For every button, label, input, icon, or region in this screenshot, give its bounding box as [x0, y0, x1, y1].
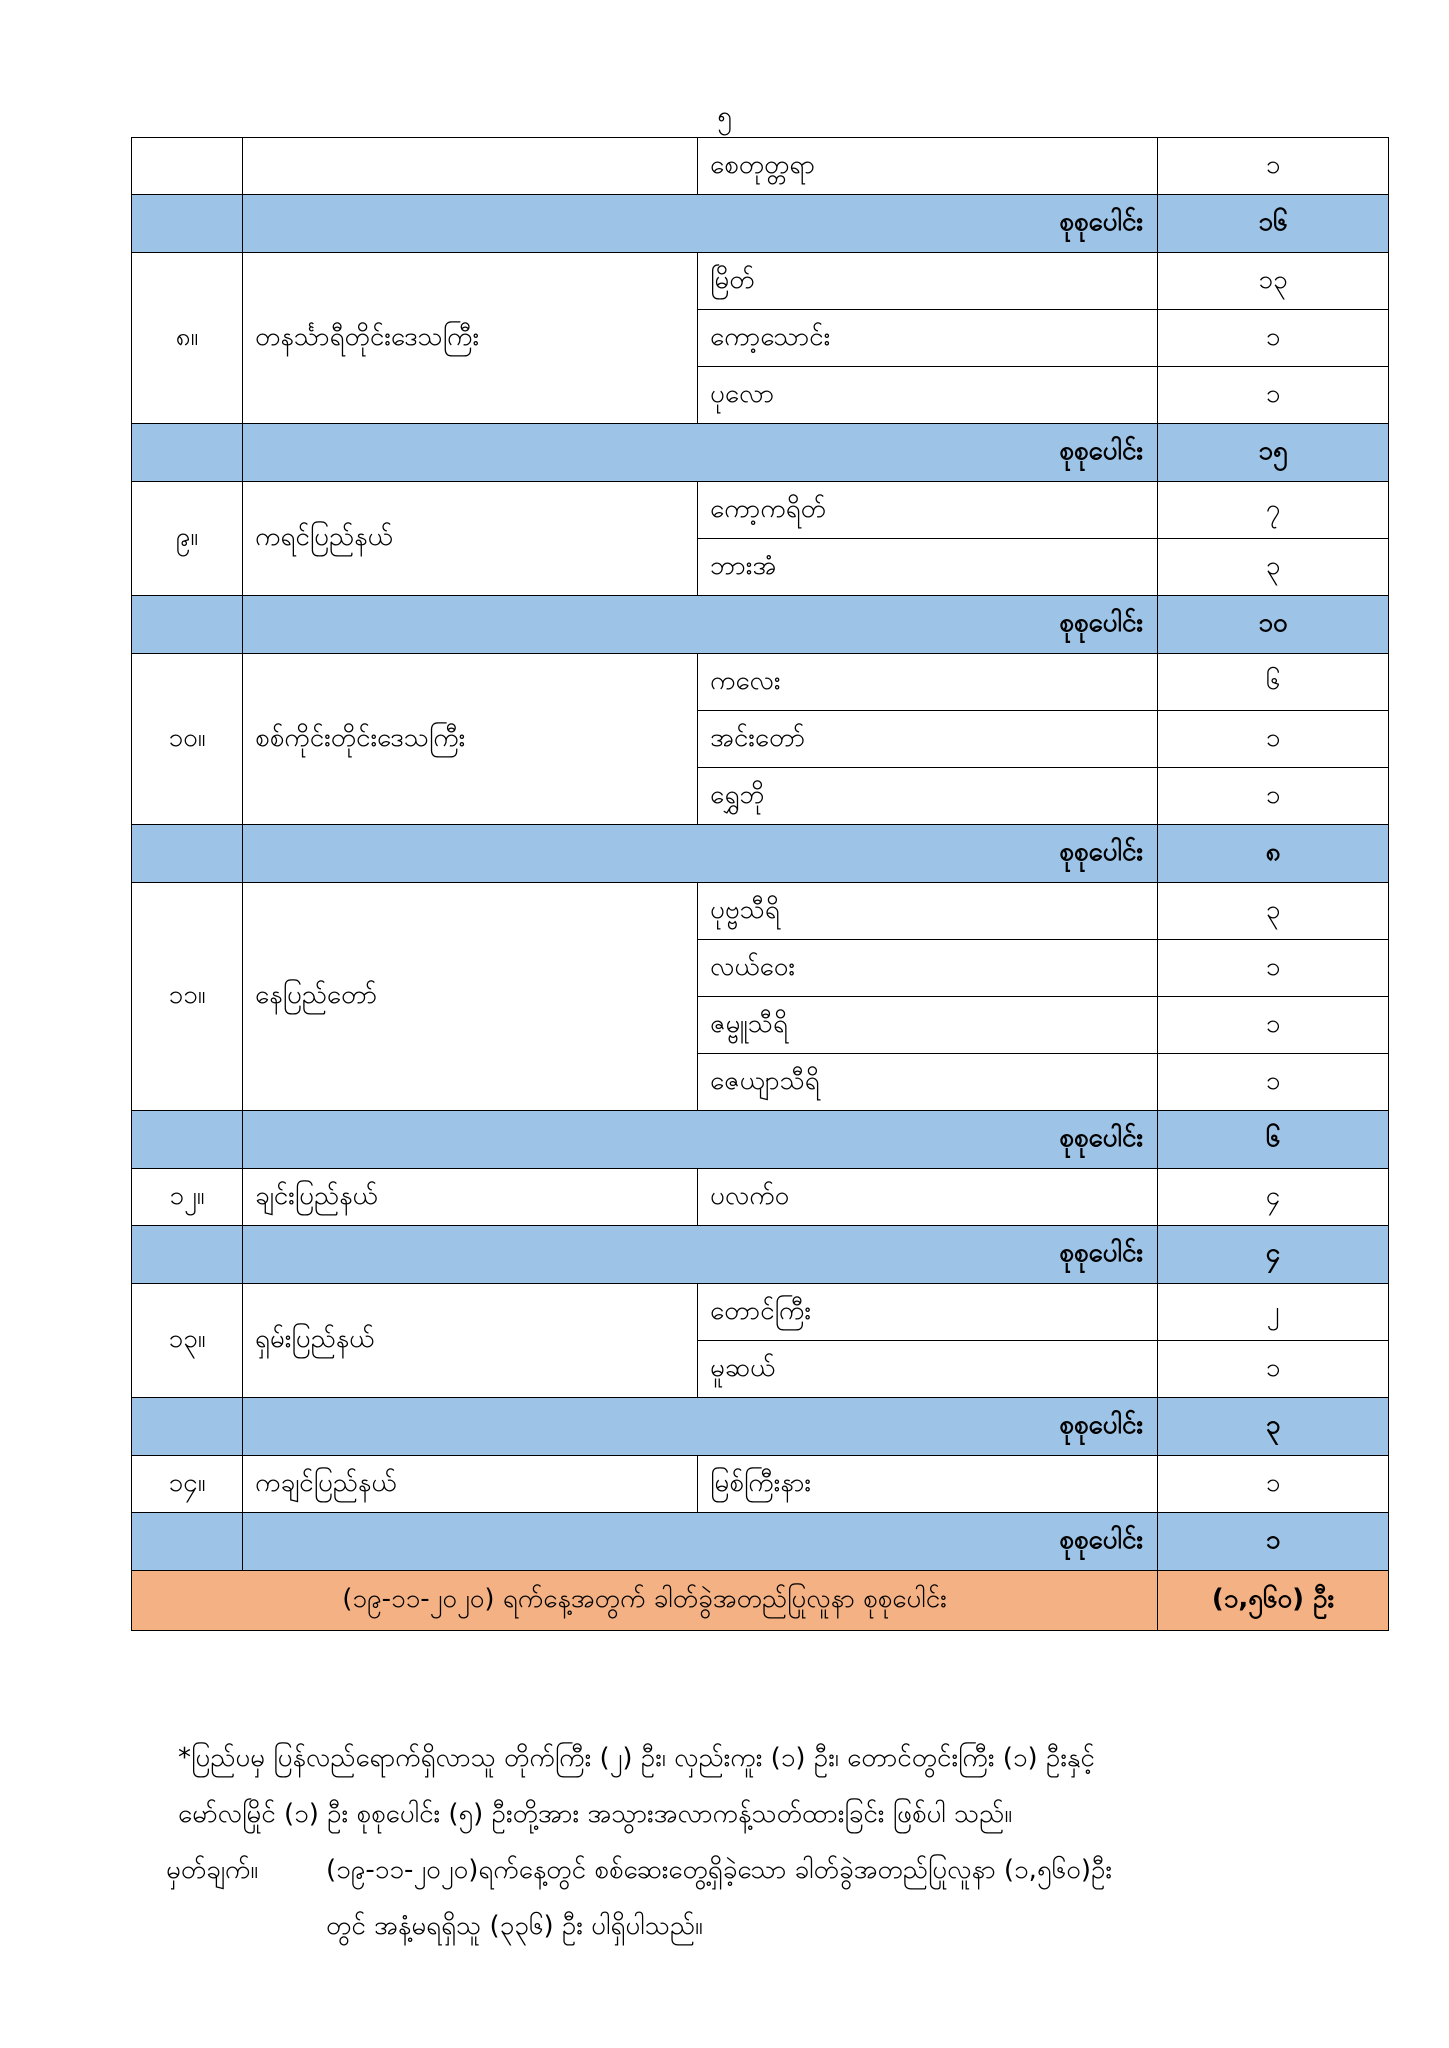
- region-cell: တနင်္သာရီတိုင်းဒေသကြီး: [243, 253, 698, 424]
- table-body: [132, 138, 1389, 1631]
- count-cell: ၃: [1158, 883, 1389, 940]
- township-cell: ပုဗ္ဗသီရိ: [698, 883, 1158, 940]
- subtotal-row: [132, 1111, 1389, 1169]
- count-cell: ၁: [1158, 940, 1389, 997]
- subtotal-label: စုစုပေါင်း: [243, 424, 1158, 482]
- grand-total-row: [132, 1571, 1389, 1631]
- note-label: မှတ်ချက်။: [166, 1855, 259, 1885]
- township-cell: ပုလော: [698, 367, 1158, 424]
- count-cell: ၁: [1158, 1054, 1389, 1111]
- township-cell: တောင်ကြီး: [698, 1284, 1158, 1341]
- table-row: [132, 253, 1389, 310]
- subtotal-value: ၄: [1158, 1226, 1389, 1284]
- township-cell: ဇေယျာသီရိ: [698, 1054, 1158, 1111]
- subtotal-label: စုစုပေါင်း: [243, 1398, 1158, 1456]
- township-cell: ဘားအံ: [698, 539, 1158, 596]
- serial-number-cell: ၁၂။: [132, 1169, 243, 1226]
- township-cell: ကော့သောင်း: [698, 310, 1158, 367]
- subtotal-empty-cell: [132, 596, 243, 654]
- table-row: [132, 1169, 1389, 1226]
- footnote: [178, 1730, 1378, 1842]
- subtotal-label: စုစုပေါင်း: [243, 195, 1158, 253]
- subtotal-row: [132, 825, 1389, 883]
- count-cell: ၁: [1158, 367, 1389, 424]
- township-cell: လယ်ဝေး: [698, 940, 1158, 997]
- count-cell: ၇: [1158, 482, 1389, 539]
- region-cell: စစ်ကိုင်းတိုင်းဒေသကြီး: [243, 654, 698, 825]
- empty-cell: [132, 138, 243, 195]
- page-number: ၅: [717, 101, 732, 131]
- township-cell: အင်းတော်: [698, 711, 1158, 768]
- empty-cell: [243, 138, 698, 195]
- note-line-1: (၁၉-၁၁-၂၀၂၀)ရက်နေ့တွင် စစ်ဆေးတွေ့ရှိခဲ့သော ခါတ်ခွဲအတည်ပြုလူနာ (၁,၅၆၀)ဦး: [326, 1855, 1112, 1885]
- township-cell: ဇမ္ဗူသီရိ: [698, 997, 1158, 1054]
- serial-number-cell: ၁၃။: [132, 1284, 243, 1398]
- township-cell: မူဆယ်: [698, 1341, 1158, 1398]
- table-row: [132, 883, 1389, 940]
- footnote-line-2: မော်လမြိုင် (၁) ဦး စုစုပေါင်း (၅) ဦးတို့အား အသွားအလာကန့်သတ်ထားခြင်း ဖြစ်ပါ သည်။: [178, 1799, 1013, 1829]
- covid-cases-table: [131, 137, 1389, 1631]
- subtotal-empty-cell: [132, 1513, 243, 1571]
- subtotal-value: ၁၅: [1158, 424, 1389, 482]
- region-cell: နေပြည်တော်: [243, 883, 698, 1111]
- count-cell: ၁: [1158, 997, 1389, 1054]
- subtotal-empty-cell: [132, 1111, 243, 1169]
- subtotal-value: ၃: [1158, 1398, 1389, 1456]
- count-cell: ၁: [1158, 1341, 1389, 1398]
- subtotal-row: [132, 596, 1389, 654]
- footnote-line-1: *ပြည်ပမှ ပြန်လည်ရောက်ရှိလာသူ တိုက်ကြီး (၂) ဦး၊ လှည်းကူး (၁) ဦး၊ တောင်တွင်းကြီး (၁) ဦးနှင့်: [178, 1743, 1095, 1773]
- subtotal-value: ၈: [1158, 825, 1389, 883]
- subtotal-empty-cell: [132, 1226, 243, 1284]
- township-cell: ပလက်ဝ: [698, 1169, 1158, 1226]
- subtotal-empty-cell: [132, 825, 243, 883]
- subtotal-row: [132, 1226, 1389, 1284]
- count-cell: ၆: [1158, 654, 1389, 711]
- count-cell: ၁: [1158, 1456, 1389, 1513]
- subtotal-value: ၁၆: [1158, 195, 1389, 253]
- region-cell: ချင်းပြည်နယ်: [243, 1169, 698, 1226]
- note: [166, 1842, 1388, 1954]
- township-cell: ရွှေဘို: [698, 768, 1158, 825]
- subtotal-empty-cell: [132, 424, 243, 482]
- subtotal-empty-cell: [132, 195, 243, 253]
- serial-number-cell: ၁၀။: [132, 654, 243, 825]
- count-cell: ၂: [1158, 1284, 1389, 1341]
- subtotal-label: စုစုပေါင်း: [243, 1226, 1158, 1284]
- table-row: [132, 482, 1389, 539]
- township-cell: ကော့ကရိတ်: [698, 482, 1158, 539]
- township-cell: မြိတ်: [698, 253, 1158, 310]
- table-row: [132, 1284, 1389, 1341]
- count-cell: ၃: [1158, 539, 1389, 596]
- subtotal-label: စုစုပေါင်း: [243, 825, 1158, 883]
- table-row: [132, 138, 1389, 195]
- subtotal-row: [132, 424, 1389, 482]
- count-cell: ၁၃: [1158, 253, 1389, 310]
- subtotal-empty-cell: [132, 1398, 243, 1456]
- serial-number-cell: ၉။: [132, 482, 243, 596]
- serial-number-cell: ၁၁။: [132, 883, 243, 1111]
- count-cell: ၁: [1158, 768, 1389, 825]
- subtotal-value: ၆: [1158, 1111, 1389, 1169]
- township-cell: မြစ်ကြီးနား: [698, 1456, 1158, 1513]
- count-cell: ၄: [1158, 1169, 1389, 1226]
- subtotal-row: [132, 1398, 1389, 1456]
- count-cell: ၁: [1158, 310, 1389, 367]
- table-row: [132, 654, 1389, 711]
- serial-number-cell: ၁၄။: [132, 1456, 243, 1513]
- township-cell: ကလေး: [698, 654, 1158, 711]
- table-row: [132, 1456, 1389, 1513]
- count-cell: ၁: [1158, 711, 1389, 768]
- subtotal-value: ၁၀: [1158, 596, 1389, 654]
- count-cell: ၁: [1158, 138, 1389, 195]
- grand-total-label: (၁၉-၁၁-၂၀၂၀) ရက်နေ့အတွက် ခါတ်ခွဲအတည်ပြုလူနာ စုစုပေါင်း: [132, 1571, 1158, 1631]
- subtotal-label: စုစုပေါင်း: [243, 1513, 1158, 1571]
- region-cell: ကချင်ပြည်နယ်: [243, 1456, 698, 1513]
- region-cell: ကရင်ပြည်နယ်: [243, 482, 698, 596]
- subtotal-label: စုစုပေါင်း: [243, 596, 1158, 654]
- township-cell: စေတုတ္တရာ: [698, 138, 1158, 195]
- subtotal-row: [132, 1513, 1389, 1571]
- grand-total-value: (၁,၅၆၀) ဦး: [1158, 1571, 1389, 1631]
- note-line-2: တွင် အနံ့မရရှိသူ (၃၃၆) ဦး ပါရှိပါသည်။: [326, 1911, 703, 1941]
- subtotal-label: စုစုပေါင်း: [243, 1111, 1158, 1169]
- subtotal-value: ၁: [1158, 1513, 1389, 1571]
- serial-number-cell: ၈။: [132, 253, 243, 424]
- region-cell: ရှမ်းပြည်နယ်: [243, 1284, 698, 1398]
- subtotal-row: [132, 195, 1389, 253]
